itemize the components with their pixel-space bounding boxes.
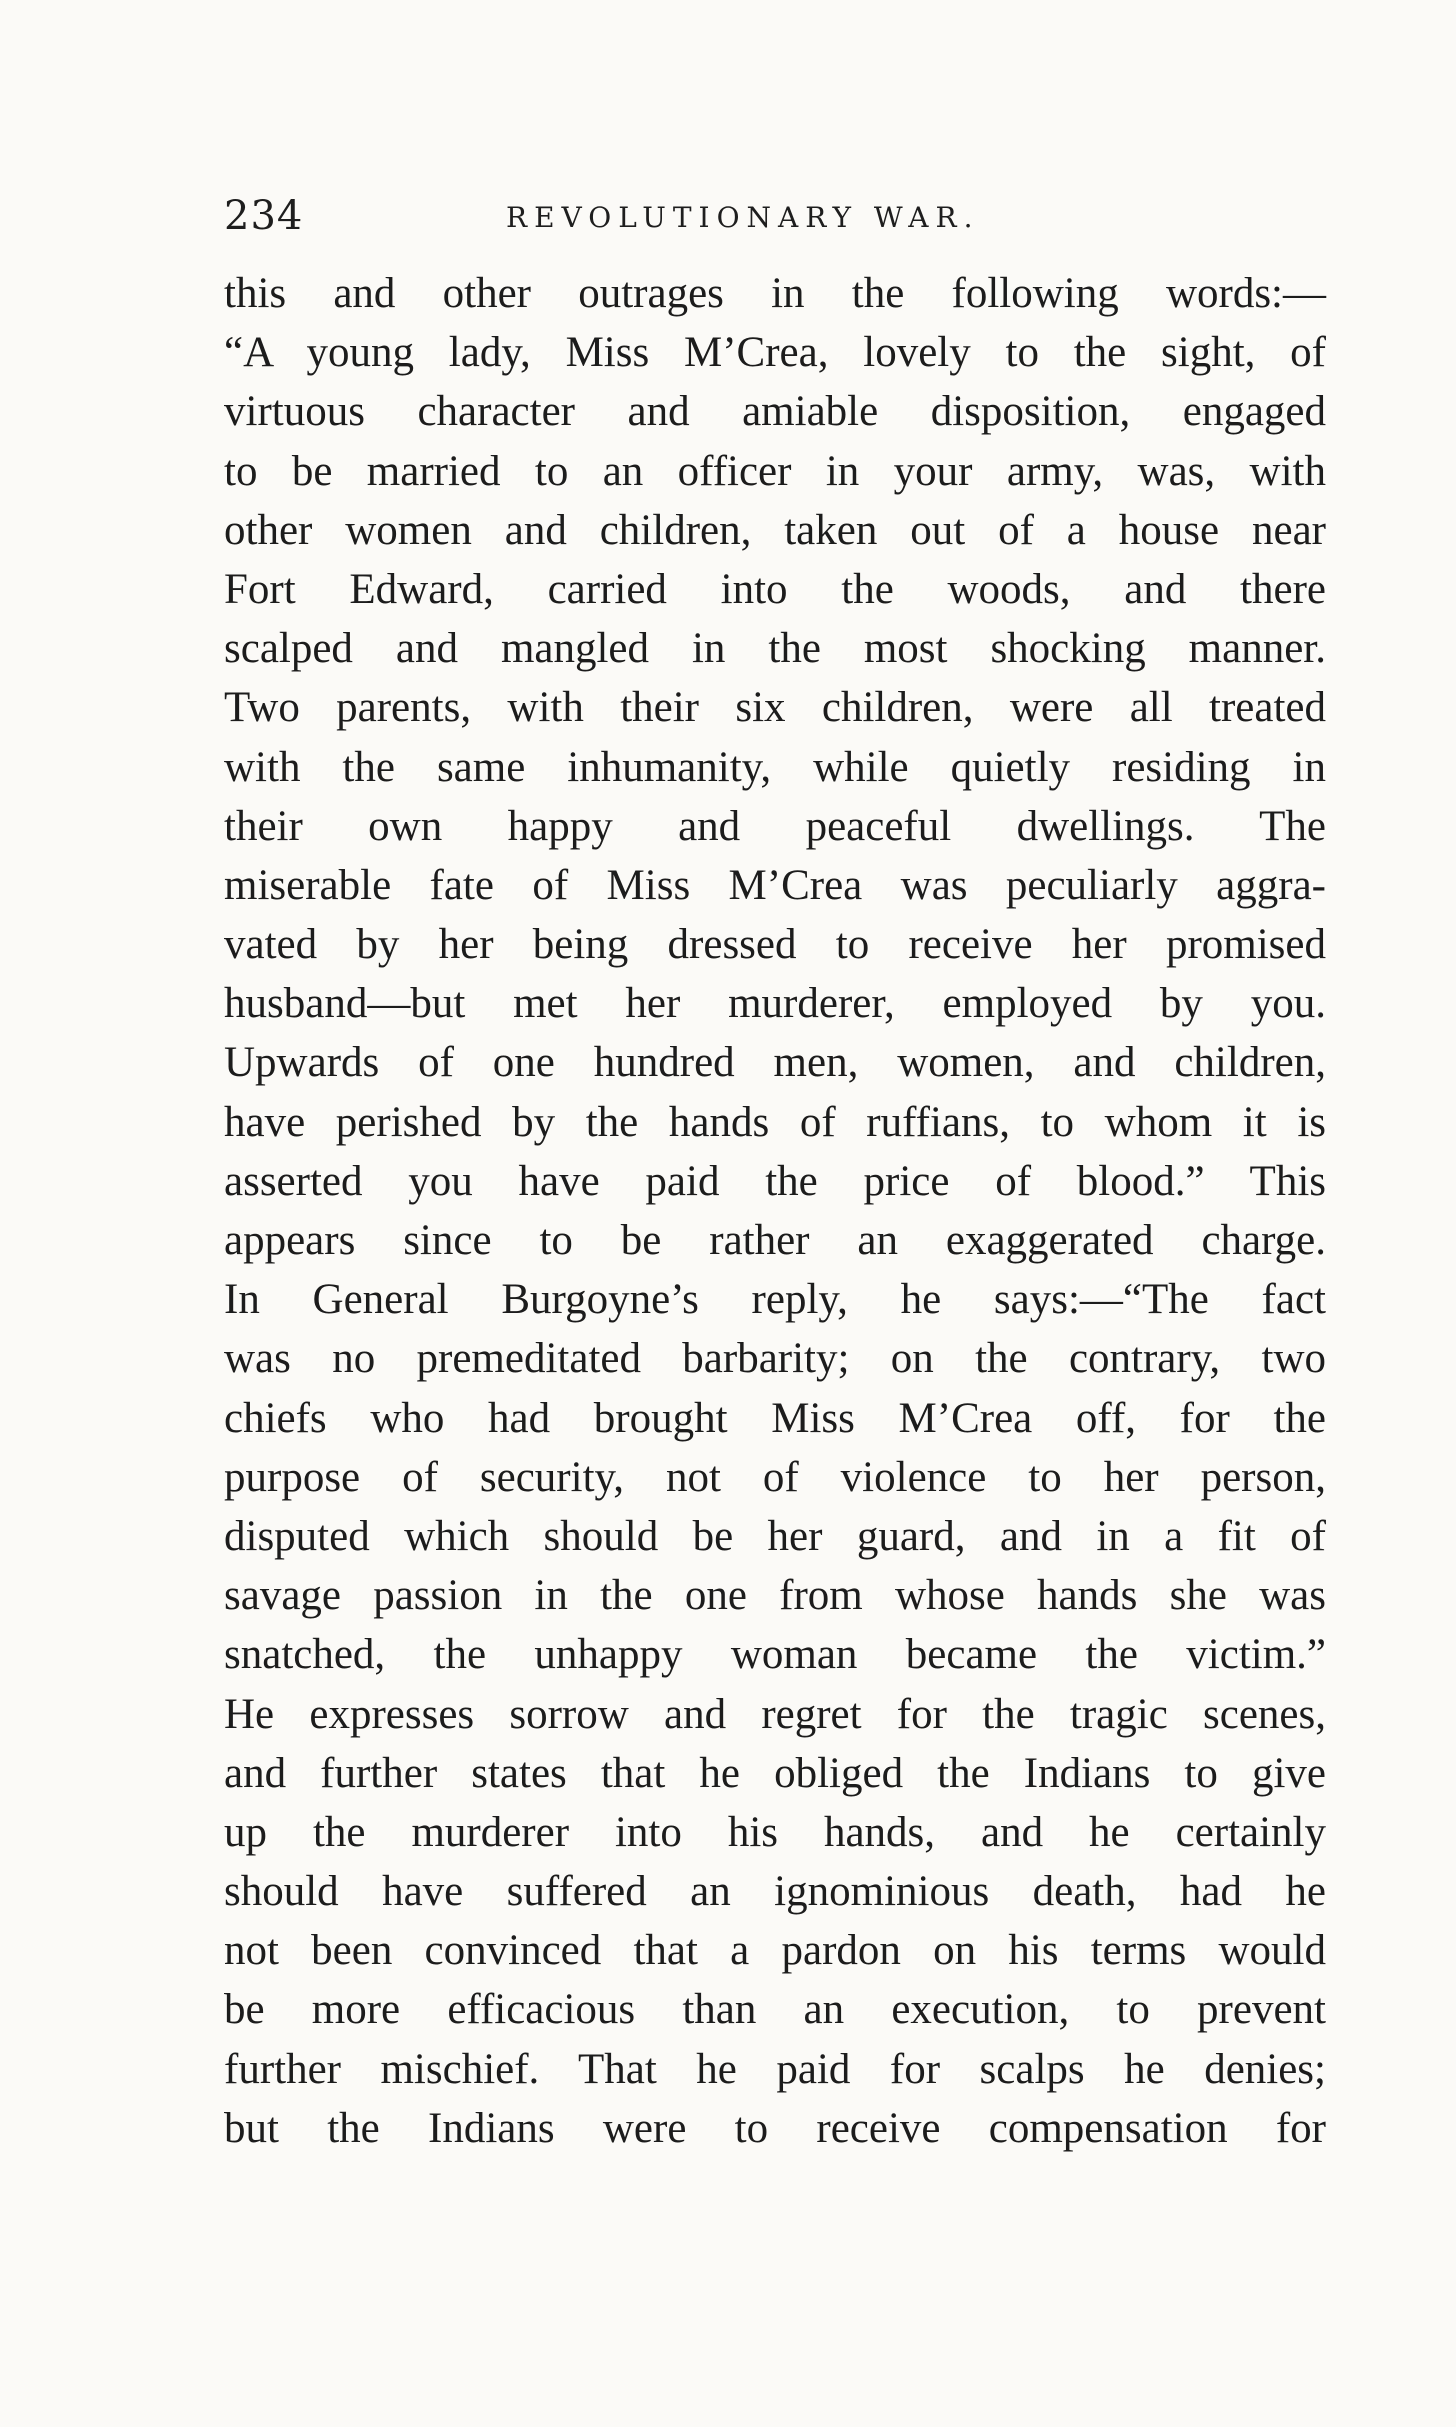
- text-line: He expresses sorrow and regret for the tragic scenes,: [224, 1690, 1326, 1738]
- body-text: [224, 264, 1326, 2158]
- text-line: was no premeditated barbarity; on the contrary, two: [224, 1335, 1326, 1383]
- text-line: disputed which should be her guard, and in a fit of: [224, 1512, 1326, 1560]
- text-line: further mischief. That he paid for scalps he denies;: [224, 2045, 1326, 2093]
- text-line: vated by her being dressed to receive her promised: [224, 921, 1326, 969]
- text-line: scalped and mangled in the most shocking manner.: [224, 625, 1326, 673]
- text-line: and further states that he obliged the Indians to give: [224, 1749, 1326, 1797]
- text-line: but the Indians were to receive compensation for: [224, 2104, 1326, 2152]
- text-line: Two parents, with their six children, were all treated: [224, 684, 1326, 732]
- text-line: chiefs who had brought Miss M’Crea off, for the: [224, 1394, 1326, 1442]
- text-line: savage passion in the one from whose hands she was: [224, 1572, 1326, 1620]
- text-line: appears since to be rather an exaggerated charge.: [224, 1217, 1326, 1264]
- running-head: REVOLUTIONARY WAR.: [506, 201, 980, 234]
- text-line: virtuous character and amiable disposition, engaged: [224, 388, 1326, 436]
- text-line: Upwards of one hundred men, women, and children,: [224, 1039, 1326, 1087]
- text-line: this and other outrages in the following words:—: [224, 270, 1326, 317]
- page-header: [224, 186, 1334, 246]
- text-line: Fort Edward, carried into the woods, and there: [224, 565, 1326, 613]
- text-line: purpose of security, not of violence to her person,: [224, 1453, 1326, 1501]
- text-line: should have suffered an ignominious death, had he: [224, 1868, 1326, 1916]
- text-line: husband—but met her murderer, employed by you.: [224, 980, 1326, 1028]
- text-line: miserable fate of Miss M’Crea was peculiarly aggra-: [224, 861, 1326, 909]
- text-line: snatched, the unhappy woman became the victim.”: [224, 1631, 1326, 1679]
- text-line: with the same inhumanity, while quietly residing in: [224, 743, 1326, 791]
- page-number: 234: [224, 193, 304, 239]
- text-line: other women and children, taken out of a house near: [224, 506, 1326, 554]
- text-line: be more efficacious than an execution, to prevent: [224, 1986, 1326, 2034]
- text-line: their own happy and peaceful dwellings. The: [224, 802, 1326, 850]
- text-line: up the murderer into his hands, and he certainly: [224, 1808, 1326, 1856]
- text-line: asserted you have paid the price of blood.” This: [224, 1157, 1326, 1205]
- text-line: In General Burgoyne’s reply, he says:—“The fact: [224, 1276, 1326, 1324]
- text-line: not been convinced that a pardon on his terms would: [224, 1927, 1326, 1975]
- text-line: “A young lady, Miss M’Crea, lovely to the sight, of: [224, 329, 1326, 377]
- text-line: to be married to an officer in your army, was, with: [224, 447, 1326, 495]
- text-line: have perished by the hands of ruffians, to whom it is: [224, 1098, 1326, 1146]
